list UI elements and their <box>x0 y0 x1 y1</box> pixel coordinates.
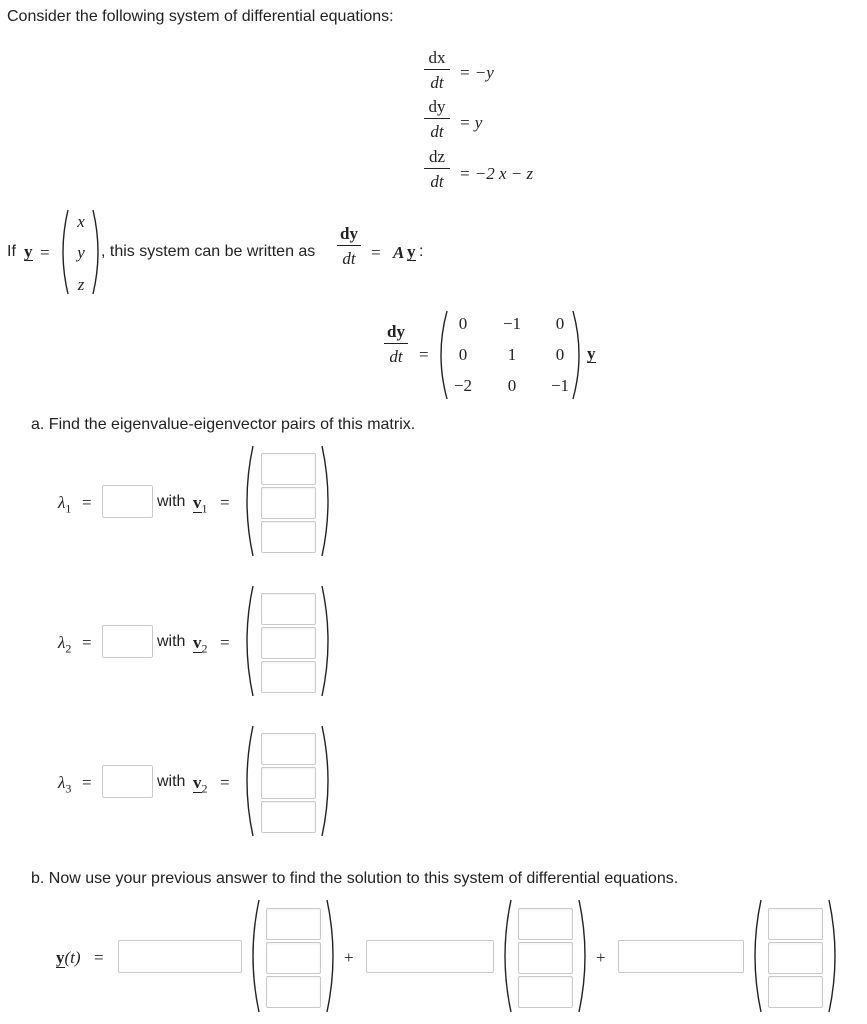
vector-component-z: z <box>77 275 85 294</box>
intro-text: Consider the following system of differential equations: <box>7 8 394 25</box>
colon: : <box>419 243 424 260</box>
lambda-1-equals: = <box>82 493 92 512</box>
v2-right-paren-icon <box>320 584 336 698</box>
with-label-2: with <box>157 633 186 650</box>
solution-vec3-left-paren-icon <box>747 898 763 1014</box>
with-label-1: with <box>157 493 186 510</box>
v2-component-2-input[interactable] <box>261 627 316 659</box>
v3-component-2-input[interactable] <box>261 767 316 799</box>
equation-1-fraction: dx dt <box>424 49 450 91</box>
solution-vec1-right-paren-icon <box>325 898 341 1014</box>
matrix-cell-2-2: 1 <box>507 345 517 364</box>
lambda-1-label: $\lambda_1$ <box>58 493 72 516</box>
equation-2-fraction: dy dt <box>424 98 450 140</box>
lambda-1-input[interactable] <box>102 485 153 518</box>
v1-label: $v_1$ <box>193 493 208 516</box>
solution-vec3-right-paren-icon <box>827 898 843 1014</box>
v2-left-paren-icon <box>239 584 255 698</box>
vector-left-paren-icon <box>56 208 70 296</box>
matrix-cell-2-1: 0 <box>458 345 468 364</box>
matrix-left-paren-icon <box>433 309 449 401</box>
solution-vec2-left-paren-icon <box>497 898 513 1014</box>
v1-component-3-input[interactable] <box>261 521 316 553</box>
v1-right-paren-icon <box>320 444 336 558</box>
part-b-prompt: b. Now use your previous answer to find the solution to this system of differential equations. <box>31 870 679 887</box>
with-label-3: with <box>157 773 186 790</box>
solution-vec1-component-2-input[interactable] <box>266 942 321 974</box>
solution-coefficient-3-input[interactable] <box>618 940 744 973</box>
equation-1-rhs: = −y <box>459 63 494 82</box>
vector-component-y: y <box>77 243 85 262</box>
v3-equals: = <box>220 773 230 792</box>
system-written-as-text: , this system can be written as <box>101 243 316 260</box>
solution-coefficient-1-input[interactable] <box>118 940 242 973</box>
lambda-2-input[interactable] <box>102 625 153 658</box>
solution-coefficient-2-input[interactable] <box>366 940 494 973</box>
matrix-cell-3-1: −2 <box>453 376 473 395</box>
solution-vec2-component-3-input[interactable] <box>518 976 573 1008</box>
v2-component-3-input[interactable] <box>261 661 316 693</box>
solution-vec2-component-1-input[interactable] <box>518 908 573 940</box>
matrix-cell-2-3: 0 <box>555 345 565 364</box>
matrix-cell-1-3: 0 <box>555 314 565 333</box>
v1-equals: = <box>220 493 230 512</box>
v2-component-1-input[interactable] <box>261 593 316 625</box>
v2-equals: = <box>220 633 230 652</box>
solution-lhs: y(t) <box>56 948 81 967</box>
v1-component-2-input[interactable] <box>261 487 316 519</box>
solution-vec1-component-1-input[interactable] <box>266 908 321 940</box>
equation-3-fraction: dz dt <box>424 148 450 190</box>
solution-vec2-component-2-input[interactable] <box>518 942 573 974</box>
v3-label: $v_2$ <box>193 773 208 796</box>
matrix-vector-y-symbol: y <box>587 344 596 363</box>
dy-dt-fraction: dy dt <box>337 225 361 267</box>
v3-component-1-input[interactable] <box>261 733 316 765</box>
solution-vec1-component-3-input[interactable] <box>266 976 321 1008</box>
matrix-cell-3-3: −1 <box>550 376 570 395</box>
solution-vec1-left-paren-icon <box>245 898 261 1014</box>
v3-left-paren-icon <box>239 724 255 838</box>
v1-component-1-input[interactable] <box>261 453 316 485</box>
lambda-2-label: $\lambda_2$ <box>58 633 72 656</box>
equals-sign: = <box>40 243 50 262</box>
v3-component-3-input[interactable] <box>261 801 316 833</box>
matrix-cell-1-2: −1 <box>502 314 522 333</box>
solution-equals: = <box>94 948 104 967</box>
v2-label: $v_2$ <box>193 633 208 656</box>
solution-vec2-right-paren-icon <box>577 898 593 1014</box>
solution-vec3-component-2-input[interactable] <box>768 942 823 974</box>
solution-vec3-component-1-input[interactable] <box>768 908 823 940</box>
matrix-equals-sign: = <box>419 345 429 364</box>
lambda-3-label: $\lambda_3$ <box>58 773 72 796</box>
matrix-dy-dt-fraction: dy dt <box>384 323 408 365</box>
part-a-prompt: a. Find the eigenvalue-eigenvector pairs of this matrix. <box>31 416 416 433</box>
equation-2-rhs: = y <box>459 113 483 132</box>
lambda-3-input[interactable] <box>102 765 153 798</box>
lambda-2-equals: = <box>82 633 92 652</box>
matrix-cell-3-2: 0 <box>507 376 517 395</box>
matrix-A-symbol: A <box>393 243 405 262</box>
vector-y-symbol: y <box>24 242 33 261</box>
plus-sign-1: + <box>344 948 354 967</box>
v3-right-paren-icon <box>320 724 336 838</box>
equals-sign-2: = <box>371 243 381 262</box>
lambda-3-equals: = <box>82 773 92 792</box>
equation-3-rhs: = −2 x − z <box>459 164 534 183</box>
v1-left-paren-icon <box>239 444 255 558</box>
plus-sign-2: + <box>596 948 606 967</box>
vector-y-symbol-2: y <box>407 242 416 261</box>
matrix-right-paren-icon <box>571 309 587 401</box>
matrix-cell-1-1: 0 <box>458 314 468 333</box>
solution-vec3-component-3-input[interactable] <box>768 976 823 1008</box>
vector-component-x: x <box>77 212 85 231</box>
if-label: If <box>7 243 16 260</box>
